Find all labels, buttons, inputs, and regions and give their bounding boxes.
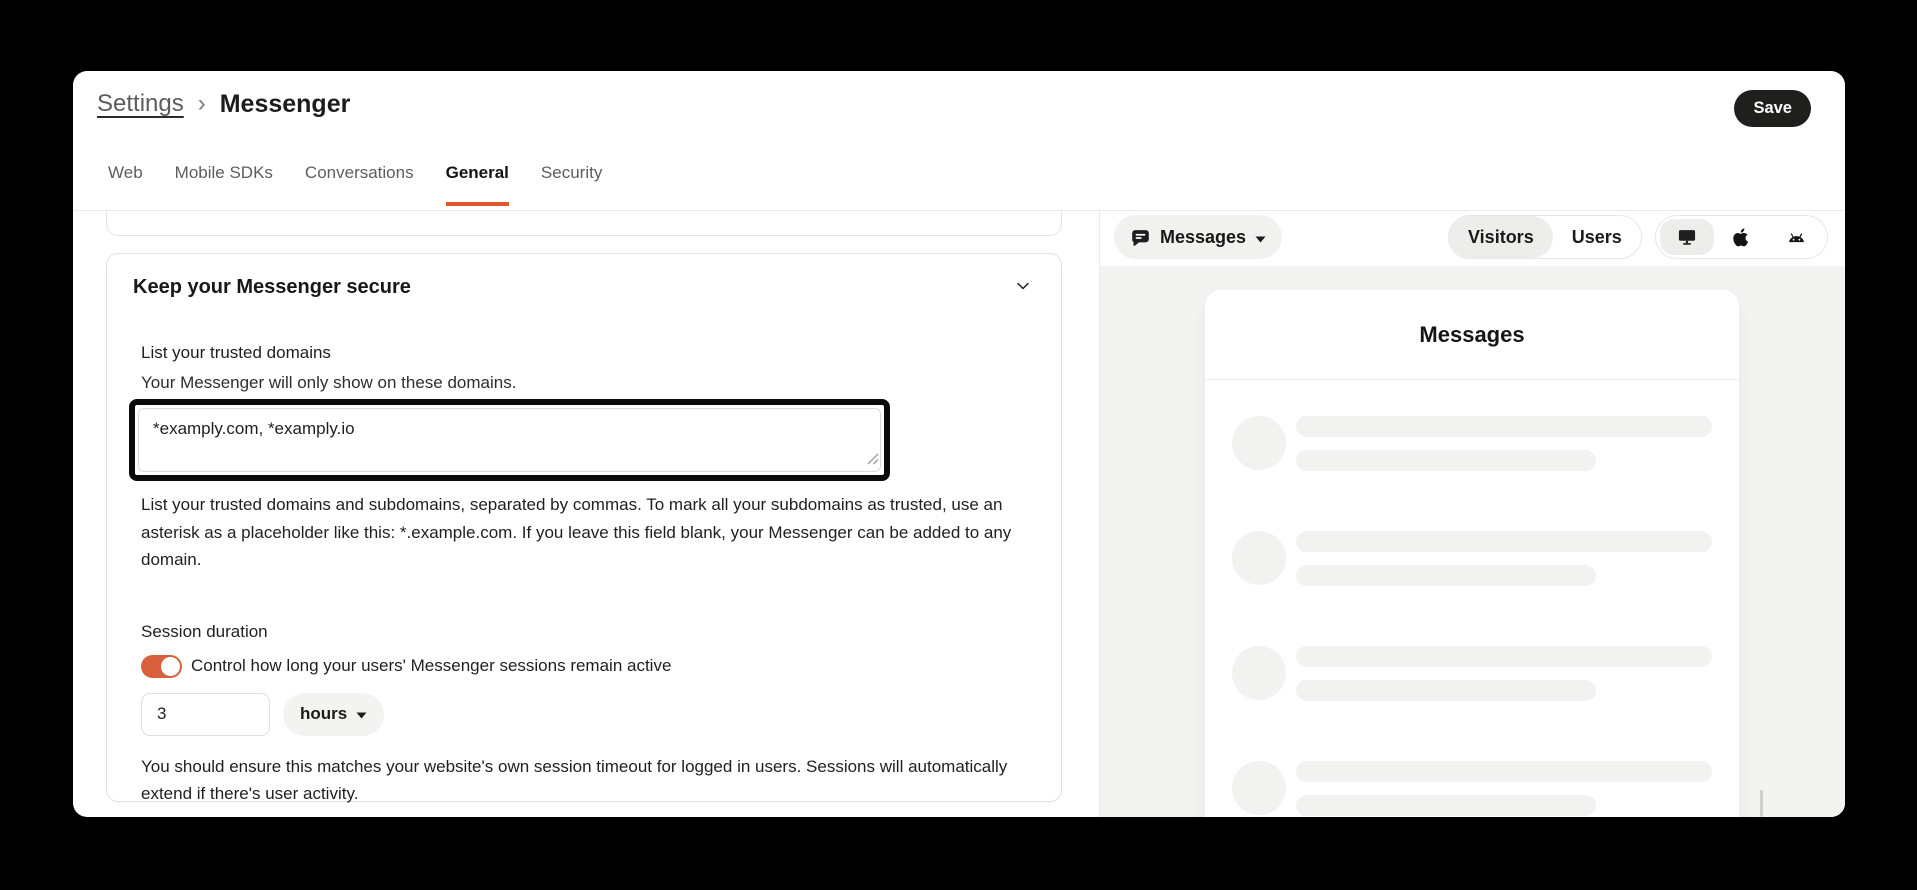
skeleton-conversation-row	[1232, 761, 1739, 816]
preview-content-selector[interactable]	[1114, 215, 1282, 259]
messenger-preview-body	[1205, 380, 1739, 816]
settings-content	[73, 211, 1845, 817]
session-duration-help: You should ensure this matches your website's own session timeout for logged in users. Sessions will automatically extend if there's user activity.	[141, 756, 1008, 803]
caret-down-icon	[1255, 227, 1266, 248]
session-duration-label: Session duration	[141, 621, 268, 641]
platform-option-android[interactable]	[1769, 219, 1823, 255]
skeleton-avatar	[1232, 531, 1286, 585]
tab-conversations[interactable]: Conversations	[304, 163, 414, 182]
skeleton-text-bar	[1296, 565, 1596, 586]
breadcrumb	[97, 83, 350, 125]
page-title: Messenger	[219, 89, 351, 118]
skeleton-avatar	[1232, 416, 1286, 470]
preview-controls	[1100, 215, 1845, 261]
audience-option-users[interactable]: Users	[1553, 216, 1641, 258]
chat-bubble-icon	[1130, 227, 1151, 248]
skeleton-avatar	[1232, 646, 1286, 700]
skeleton-text-bar	[1296, 761, 1712, 782]
platform-option-desktop[interactable]	[1660, 219, 1714, 255]
messenger-preview-panel	[1099, 211, 1845, 817]
platform-segmented-control	[1655, 215, 1828, 259]
skeleton-text-bar	[1296, 646, 1712, 667]
tab-general[interactable]: General	[446, 163, 509, 206]
caret-down-icon	[356, 704, 367, 724]
trusted-domains-help: List your trusted domains and subdomains, separated by commas. To mark all your subdomains as trusted, use an asterisk as a placeholder like this: *.example.com. If you leave this field blank, your Messenger can be added to any domain.	[141, 495, 1012, 569]
collapse-section-button[interactable]	[1011, 274, 1035, 301]
audience-segmented-control	[1448, 215, 1642, 259]
trusted-domains-label: List your trusted domains	[141, 343, 331, 362]
skeleton-text-bar	[1296, 416, 1712, 437]
session-toggle-label: Control how long your users' Messenger sessions remain active	[191, 656, 672, 675]
tab-security[interactable]: Security	[540, 163, 603, 182]
section-title: Keep your Messenger secure	[133, 276, 411, 298]
preview-scrollbar-thumb[interactable]	[1760, 790, 1763, 817]
desktop-icon	[1676, 226, 1698, 248]
apple-icon	[1731, 227, 1752, 248]
audience-option-visitors[interactable]: Visitors	[1449, 216, 1553, 258]
trusted-domains-description: Your Messenger will only show on these domains.	[141, 373, 517, 392]
messenger-preview-card	[1205, 290, 1739, 817]
skeleton-text-bar	[1296, 450, 1596, 471]
messenger-preview-title: Messages	[1419, 321, 1525, 347]
settings-tab-bar	[108, 163, 602, 206]
tab-web[interactable]: Web	[108, 163, 143, 182]
skeleton-conversation-row	[1232, 646, 1739, 701]
skeleton-text-bar	[1296, 680, 1596, 701]
messenger-preview-background	[1100, 266, 1845, 817]
trusted-domains-highlight-outline	[129, 399, 890, 481]
unit-label: hours	[300, 704, 348, 723]
skeleton-text-bar	[1296, 531, 1712, 552]
messenger-settings-window	[73, 71, 1845, 817]
messenger-preview-header	[1205, 290, 1739, 380]
breadcrumb-settings-link[interactable]: Settings	[97, 90, 184, 117]
skeleton-conversation-row	[1232, 416, 1739, 471]
session-duration-toggle[interactable]	[141, 655, 182, 678]
resize-handle-icon[interactable]	[866, 452, 879, 470]
skeleton-avatar	[1232, 761, 1286, 815]
chevron-down-icon	[1013, 276, 1033, 299]
platform-option-apple[interactable]	[1715, 219, 1769, 255]
session-duration-unit-select[interactable]	[283, 693, 384, 736]
session-duration-value-input[interactable]	[141, 693, 270, 736]
breadcrumb-separator-icon: ›	[197, 90, 206, 117]
settings-scroll-column[interactable]	[73, 211, 1099, 817]
content-selector-label: Messages	[1160, 226, 1247, 247]
skeleton-conversation-row	[1232, 531, 1739, 586]
toggle-knob	[161, 657, 180, 676]
android-icon	[1785, 226, 1808, 249]
save-button[interactable]: Save	[1734, 90, 1811, 127]
tab-mobile-sdks[interactable]: Mobile SDKs	[174, 163, 273, 182]
skeleton-text-bar	[1296, 795, 1596, 816]
keep-messenger-secure-card	[106, 253, 1062, 802]
trusted-domains-input[interactable]	[138, 408, 881, 472]
previous-section-card-cutoff	[106, 211, 1062, 236]
